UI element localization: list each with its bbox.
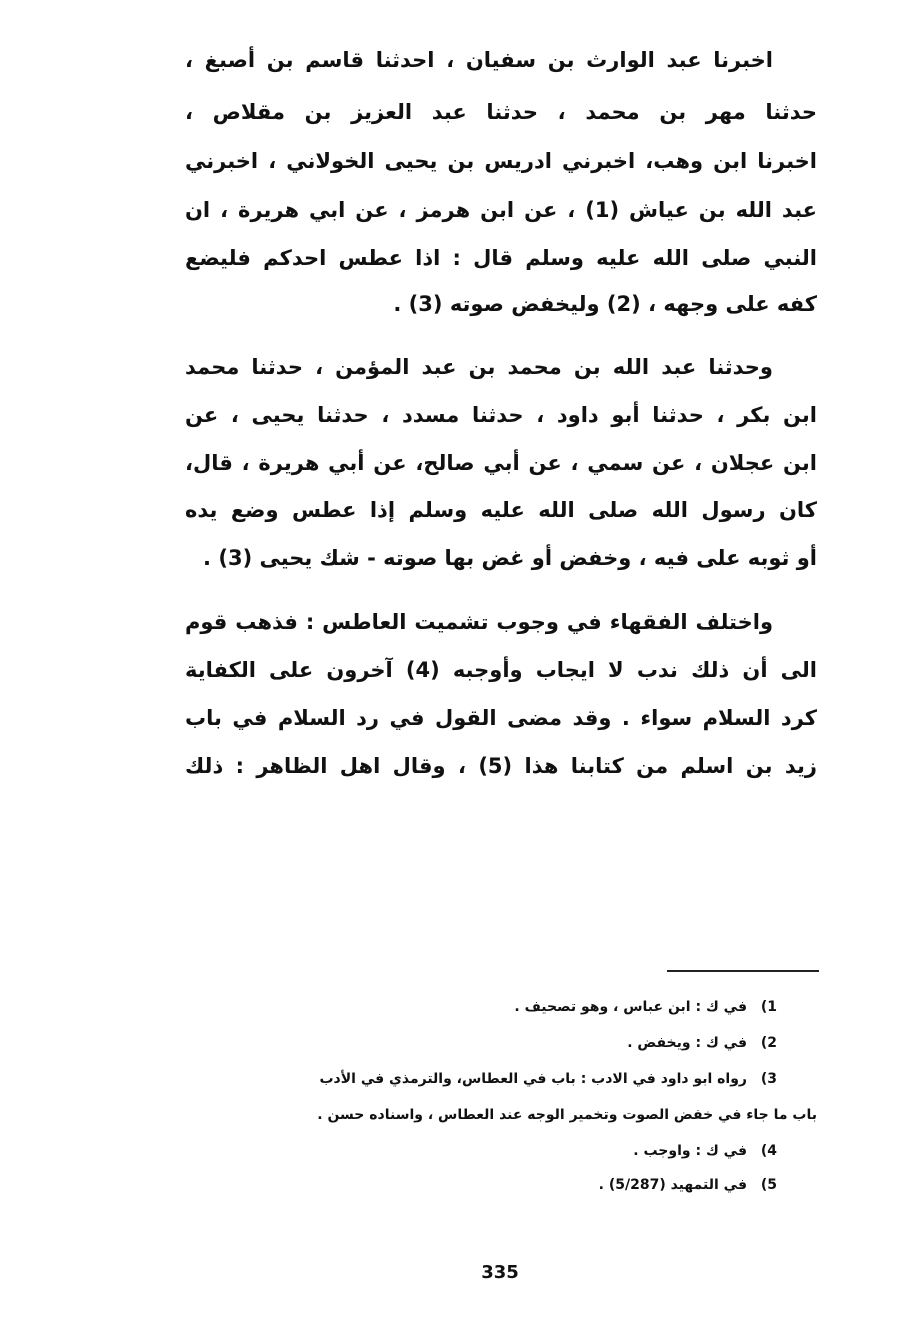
page-number: 335 — [481, 1262, 519, 1283]
footnote-3-continued-text: باب ما جاء في خفض الصوت وتخمير الوجه عند العطاس ، واسناده حسن . — [317, 1107, 817, 1123]
footnote-4-text: في ك : واوجب . — [633, 1143, 747, 1159]
paragraph-3-line-1: واختلف الفقهاء في وجوب تشميت العاطس : فذهب قوم — [185, 610, 773, 634]
paragraph-2-line-5: أو ثوبه على فيه ، وخفض أو غض بها صوته - شك يحيى (3) . — [203, 546, 817, 570]
footnote-3-continued — [177, 1103, 817, 1127]
footnote-3-text: رواه ابو داود في الادب : باب في العطاس، والترمذي في الأدب — [319, 1071, 747, 1087]
footnote-3 — [177, 1067, 777, 1091]
footnote-1 — [327, 995, 777, 1019]
footnote-2-text: في ك : ويخفض . — [627, 1035, 747, 1051]
paragraph-3-line-3: كرد السلام سواء . وقد مضى القول في رد السلام في باب — [185, 706, 817, 730]
paragraph-2-line-2: ابن بكر ، حدثنا أبو داود ، حدثنا مسدد ، حدثنا يحيى ، عن — [185, 403, 817, 427]
paragraph-1-line-5: النبي صلى الله عليه وسلم قال : اذا عطس احدكم فليضع — [185, 246, 817, 270]
footnote-2 — [327, 1031, 777, 1055]
footnote-separator — [667, 970, 819, 972]
footnote-1-number: 1) — [760, 999, 777, 1015]
footnote-3-number: 3) — [760, 1071, 777, 1087]
paragraph-1-line-1: اخبرنا عبد الوارث بن سفيان ، احدثنا قاسم بن أصبغ ، — [185, 48, 773, 72]
paragraph-1-line-2: حدثنا مهر بن محمد ، حدثنا عبد العزيز بن مقلاص ، — [185, 100, 817, 124]
paragraph-1-line-4: عبد الله بن عياش (1) ، عن ابن هرمز ، عن ابي هريرة ، ان — [185, 198, 817, 222]
footnote-5-number: 5) — [760, 1177, 777, 1193]
paragraph-1-line-3: اخبرنا ابن وهب، اخبرني ادريس بن يحيى الخولاني ، اخبرني — [185, 149, 817, 173]
paragraph-2-line-1: وحدثنا عبد الله بن محمد بن عبد المؤمن ، حدثنا محمد — [185, 355, 773, 379]
footnote-1-text: في ك : ابن عباس ، وهو تصحيف . — [514, 999, 747, 1015]
footnote-5 — [327, 1173, 777, 1197]
footnote-4-number: 4) — [760, 1143, 777, 1159]
footnote-2-number: 2) — [760, 1035, 777, 1051]
paragraph-1-line-6: كفه على وجهه ، (2) وليخفض صوته (3) . — [393, 292, 817, 316]
footnote-4 — [327, 1139, 777, 1163]
paragraph-2-line-3: ابن عجلان ، عن سمي ، عن أبي صالح، عن أبي هريرة ، قال، — [185, 451, 817, 475]
paragraph-3-line-4: زيد بن اسلم من كتابنا هذا (5) ، وقال اهل الظاهر : ذلك — [185, 754, 817, 778]
paragraph-2-line-4: كان رسول الله صلى الله عليه وسلم إذا عطس وضع يده — [185, 498, 817, 522]
paragraph-3-line-2: الى أن ذلك ندب لا ايجاب وأوجبه (4) آخرون على الكفاية — [185, 658, 817, 682]
footnote-5-text: في التمهيد (5/287) . — [598, 1177, 747, 1193]
